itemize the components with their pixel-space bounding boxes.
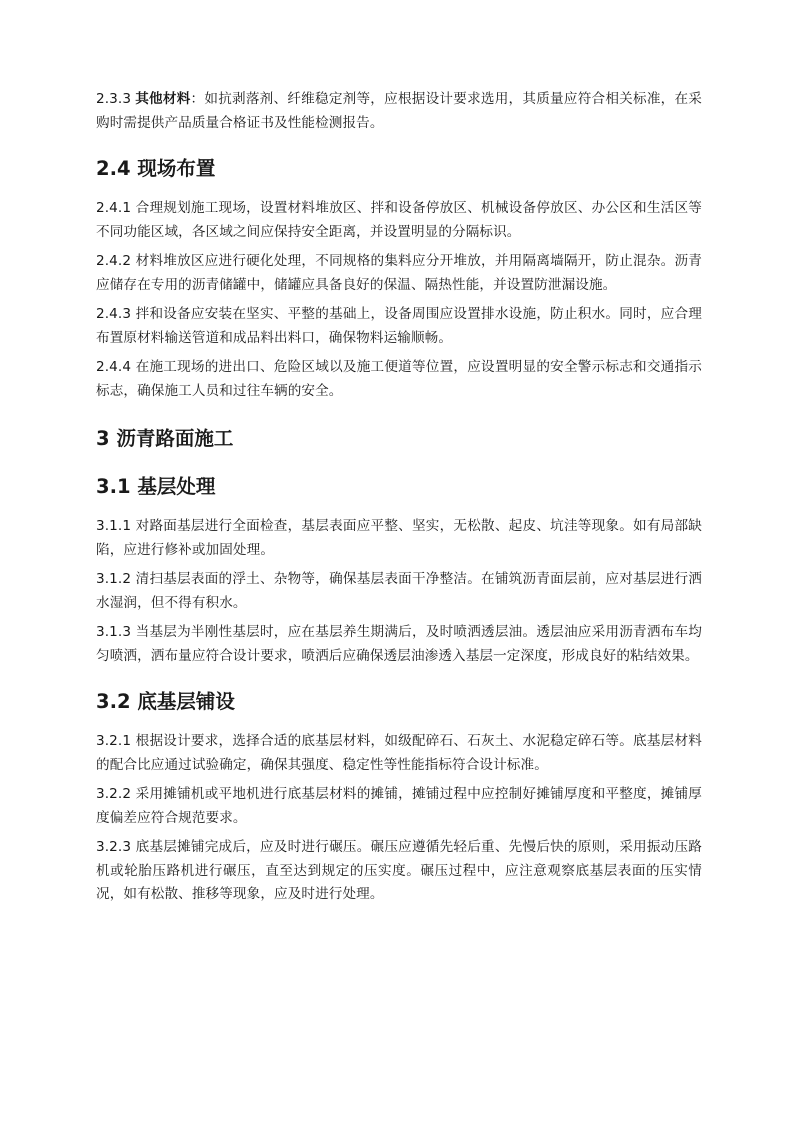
paragraph-2-4-3: 2.4.3 拌和设备应安装在坚实、平整的基础上，设备周围应设置排水设施，防止积水。同时，应合理布置原材料输送管道和成品料出料口，确保物料运输顺畅。 [96,306,702,346]
heading-3: 3 沥青路面施工 [96,427,234,450]
paragraph-3-2-1: 3.2.1 根据设计要求，选择合适的底基层材料，如级配碎石、石灰土、水泥稳定碎石等。底基层材料的配合比应通过试验确定，确保其强度、稳定性等性能指标符合设计标准。 [96,733,702,773]
document-page [96,88,702,913]
paragraph-3-1-3: 3.1.3 当基层为半刚性基层时，应在基层养生期满后，及时喷洒透层油。透层油应采用沥青洒布车均匀喷洒，洒布量应符合设计要求，喷洒后应确保透层油渗透入基层一定深度，形成良好的粘结效果。 [96,624,702,664]
paragraph-2-4-2: 2.4.2 材料堆放区应进行硬化处理，不同规格的集料应分开堆放，并用隔离墙隔开，防止混杂。沥青应储存在专用的沥青储罐中，储罐应具备良好的保温、隔热性能，并设置防泄漏设施。 [96,253,702,293]
heading-3-2: 3.2 底基层铺设 [96,690,235,713]
paragraph-2-4-4: 2.4.4 在施工现场的进出口、危险区域以及施工便道等位置，应设置明显的安全警示标志和交通指示标志，确保施工人员和过往车辆的安全。 [96,359,702,399]
paragraph-3-2-2: 3.2.2 采用摊铺机或平地机进行底基层材料的摊铺，摊铺过程中应控制好摊铺厚度和平整度，摊铺厚度偏差应符合规范要求。 [96,786,702,826]
clause-number: 2.3.3 [96,91,132,107]
paragraph-2-4-1: 2.4.1 合理规划施工现场，设置材料堆放区、拌和设备停放区、机械设备停放区、办公区和生活区等不同功能区域，各区域之间应保持安全距离，并设置明显的分隔标识。 [96,200,702,240]
paragraph-2-3-3 [96,88,702,135]
paragraph-3-1-1: 3.1.1 对路面基层进行全面检查，基层表面应平整、坚实，无松散、起皮、坑洼等现象。如有局部缺陷，应进行修补或加固处理。 [96,518,702,558]
heading-3-1: 3.1 基层处理 [96,475,216,498]
clause-text: ：如抗剥落剂、纤维稳定剂等，应根据设计要求选用，其质量应符合相关标准，在采购时需提供产品质量合格证书及性能检测报告。 [96,91,703,131]
heading-2-4: 2.4 现场布置 [96,157,216,180]
paragraph-3-2-3: 3.2.3 底基层摊铺完成后，应及时进行碾压。碾压应遵循先轻后重、先慢后快的原则，采用振动压路机或轮胎压路机进行碾压，直至达到规定的压实度。碾压过程中，应注意观察底基层表面的压实情况，如有松散、推移等现象，应及时进行处理。 [96,839,702,902]
paragraph-3-1-2: 3.1.2 清扫基层表面的浮土、杂物等，确保基层表面干净整洁。在铺筑沥青面层前，应对基层进行洒水湿润，但不得有积水。 [96,571,702,611]
clause-term: 其他材料 [135,91,191,107]
